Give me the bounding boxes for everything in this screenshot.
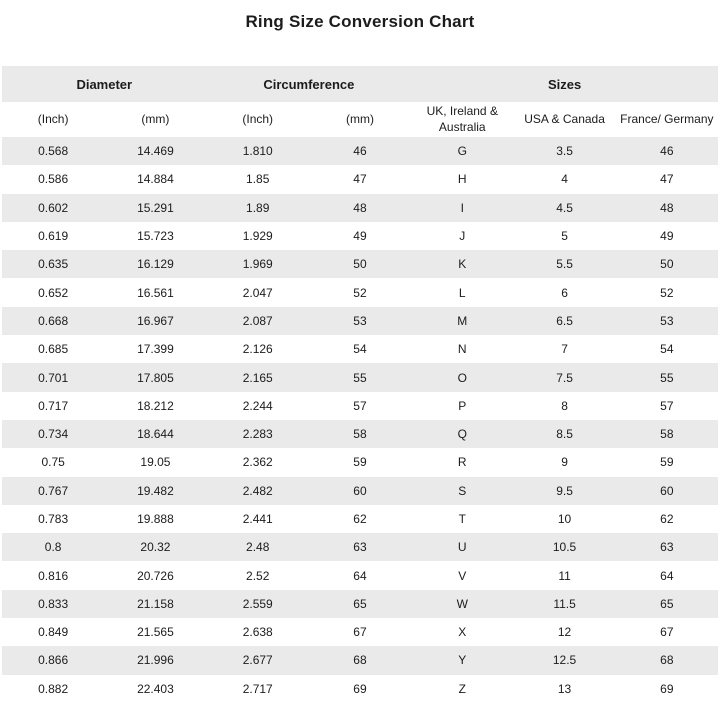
table-cell: 63 <box>616 533 718 561</box>
column-header-diameter-inch: (Inch) <box>2 102 104 137</box>
table-cell: 52 <box>353 285 367 300</box>
table-cell: 64 <box>353 568 367 583</box>
table-cell: 10 <box>557 512 572 526</box>
table-cell: 62 <box>660 512 674 526</box>
table-cell: 6 <box>561 285 568 300</box>
table-cell: 1.810 <box>207 137 309 165</box>
table-cell: W <box>411 590 513 618</box>
table-cell: M <box>411 307 513 335</box>
table-cell: 21.996 <box>104 646 206 674</box>
table-cell: 16.967 <box>104 307 206 335</box>
table-cell: 2.047 <box>242 285 273 300</box>
column-header-france-germany: France/ Germany <box>616 102 718 137</box>
table-cell: 1.89 <box>207 194 309 222</box>
table-cell: 0.783 <box>38 512 69 526</box>
table-cell: 57 <box>660 398 674 413</box>
table-cell: S <box>411 477 513 505</box>
table-body <box>2 137 718 703</box>
group-header-circumference: Circumference <box>207 66 412 102</box>
table-cell: 2.559 <box>207 590 309 618</box>
table-cell: 14.884 <box>137 172 174 187</box>
table-cell: 7 <box>561 342 568 357</box>
column-header-usa-canada: USA & Canada <box>513 102 615 137</box>
table-cell: 19.482 <box>104 477 206 505</box>
table-row <box>2 307 718 335</box>
table-cell: 20.726 <box>137 568 174 583</box>
group-header-sizes: Sizes <box>411 66 718 102</box>
table-cell: 13 <box>557 681 572 696</box>
table-cell: 2.087 <box>207 307 309 335</box>
table-row <box>2 194 718 222</box>
table-cell: 11 <box>558 568 571 583</box>
table-row <box>2 675 718 703</box>
table-cell: 54 <box>660 342 674 357</box>
table-cell: 2.48 <box>207 533 309 561</box>
table-cell: 0.8 <box>2 533 104 561</box>
table-cell: X <box>458 625 467 640</box>
table-cell: 7.5 <box>513 363 615 391</box>
table-cell: V <box>458 568 467 583</box>
table-cell: 0.668 <box>2 307 104 335</box>
table-cell: 1.85 <box>246 172 270 187</box>
table-cell: Z <box>458 681 466 696</box>
table-cell: 0.816 <box>38 568 69 583</box>
table-cell: 15.723 <box>137 229 174 244</box>
table-row <box>2 618 718 646</box>
table-cell: 2.638 <box>242 625 273 640</box>
table-cell: 9 <box>561 455 568 470</box>
table-cell: J <box>459 229 466 244</box>
table-cell: 59 <box>660 455 674 470</box>
table-cell: 65 <box>616 590 718 618</box>
column-header-circumference-mm: (mm) <box>309 102 411 137</box>
table-cell: 5 <box>561 229 568 244</box>
table-cell: 2.362 <box>242 455 273 470</box>
table-cell: 11.5 <box>513 590 615 618</box>
table-cell: P <box>458 398 467 413</box>
table-cell: 68 <box>309 646 411 674</box>
table-cell: 0.75 <box>41 455 65 470</box>
table-row <box>2 448 718 476</box>
table-cell: 4 <box>561 172 568 187</box>
table-cell: 2.126 <box>242 342 273 357</box>
table-cell: 17.805 <box>104 363 206 391</box>
table-row <box>2 335 718 363</box>
column-header-row <box>2 102 718 137</box>
table-cell: G <box>411 137 513 165</box>
table-cell: 65 <box>309 590 411 618</box>
table-cell: 3.5 <box>513 137 615 165</box>
table-cell: 55 <box>616 363 718 391</box>
table-cell: Y <box>411 646 513 674</box>
table-cell: 1.969 <box>207 250 309 278</box>
table-cell: 12.5 <box>513 646 615 674</box>
table-cell: 0.586 <box>38 172 69 187</box>
table-cell: 19.888 <box>137 512 174 526</box>
table-cell: 8.5 <box>513 420 615 448</box>
table-cell: 8 <box>561 398 568 413</box>
table-cell: 0.701 <box>2 363 104 391</box>
table-cell: 59 <box>353 455 367 470</box>
table-cell: 58 <box>309 420 411 448</box>
table-row <box>2 561 718 589</box>
table-cell: 5.5 <box>513 250 615 278</box>
column-header-circumference-inch: (Inch) <box>207 102 309 137</box>
table-cell: 53 <box>616 307 718 335</box>
table-row <box>2 278 718 306</box>
table-cell: 50 <box>616 250 718 278</box>
table-cell: 60 <box>309 477 411 505</box>
table-cell: 0.849 <box>38 625 69 640</box>
table-cell: 2.283 <box>207 420 309 448</box>
table-cell: 2.441 <box>242 512 273 526</box>
table-cell: 64 <box>660 568 674 583</box>
table-cell: 4.5 <box>513 194 615 222</box>
table-cell: 69 <box>353 681 367 696</box>
table-cell: 21.565 <box>137 625 174 640</box>
table-cell: 0.652 <box>38 285 69 300</box>
table-cell: 0.619 <box>38 229 69 244</box>
table-row <box>2 363 718 391</box>
table-cell: 16.129 <box>104 250 206 278</box>
table-cell: 46 <box>309 137 411 165</box>
table-cell: N <box>457 342 467 357</box>
table-cell: 67 <box>353 625 367 640</box>
page-title: Ring Size Conversion Chart <box>245 12 475 31</box>
table-cell: 2.677 <box>207 646 309 674</box>
table-cell: 54 <box>353 342 367 357</box>
table-cell: 0.717 <box>38 398 69 413</box>
table-row <box>2 477 718 505</box>
table-row <box>2 420 718 448</box>
table-cell: 0.685 <box>38 342 69 357</box>
table-cell: 48 <box>616 194 718 222</box>
table-row <box>2 533 718 561</box>
table-cell: H <box>457 172 467 187</box>
table-header <box>2 66 718 137</box>
table-cell: Q <box>411 420 513 448</box>
table-cell: 2.165 <box>207 363 309 391</box>
table-cell: 48 <box>309 194 411 222</box>
table-cell: 2.244 <box>242 398 273 413</box>
table-cell: I <box>411 194 513 222</box>
group-header-diameter: Diameter <box>2 66 207 102</box>
table-cell: 15.291 <box>104 194 206 222</box>
table-cell: U <box>411 533 513 561</box>
table-cell: 52 <box>660 285 674 300</box>
table-cell: 49 <box>353 229 367 244</box>
table-cell: 17.399 <box>137 342 174 357</box>
table-cell: 62 <box>353 512 367 526</box>
table-cell: 2.482 <box>207 477 309 505</box>
group-header-row <box>2 66 718 102</box>
table-cell: R <box>457 455 467 470</box>
table-cell: 20.32 <box>104 533 206 561</box>
table-cell: 57 <box>353 398 367 413</box>
table-cell: 0.734 <box>2 420 104 448</box>
table-cell: 53 <box>309 307 411 335</box>
table-row <box>2 165 718 193</box>
table-cell: 60 <box>616 477 718 505</box>
table-cell: 0.635 <box>2 250 104 278</box>
table-cell: 9.5 <box>513 477 615 505</box>
table-row <box>2 646 718 674</box>
table-row <box>2 137 718 165</box>
table-cell: 46 <box>616 137 718 165</box>
table-cell: 0.882 <box>38 681 69 696</box>
table-cell: 67 <box>660 625 674 640</box>
table-cell: 10.5 <box>513 533 615 561</box>
table-row <box>2 392 718 420</box>
table-cell: 58 <box>616 420 718 448</box>
table-cell: 0.833 <box>2 590 104 618</box>
table-cell: 55 <box>309 363 411 391</box>
table-cell: 19.05 <box>140 455 171 470</box>
column-header-diameter-mm: (mm) <box>104 102 206 137</box>
table-cell: 47 <box>353 172 367 187</box>
table-cell: T <box>458 512 466 526</box>
table-cell: 0.602 <box>2 194 104 222</box>
table-cell: 21.158 <box>104 590 206 618</box>
table-cell: 68 <box>616 646 718 674</box>
column-header-uk-ireland-australia: UK, Ireland & Australia <box>411 102 513 137</box>
ring-size-table <box>2 66 718 703</box>
table-cell: 22.403 <box>137 681 174 696</box>
table-cell: 0.568 <box>2 137 104 165</box>
table-container <box>0 66 720 703</box>
table-cell: 50 <box>309 250 411 278</box>
table-cell: 63 <box>309 533 411 561</box>
table-row <box>2 590 718 618</box>
table-cell: 1.929 <box>242 229 273 244</box>
table-cell: 0.767 <box>2 477 104 505</box>
table-cell: 0.866 <box>2 646 104 674</box>
table-cell: 2.717 <box>242 681 273 696</box>
table-row <box>2 222 718 250</box>
table-cell: 47 <box>660 172 674 187</box>
table-cell: K <box>411 250 513 278</box>
table-row <box>2 250 718 278</box>
table-cell: 69 <box>660 681 674 696</box>
table-cell: 49 <box>660 229 674 244</box>
table-cell: 14.469 <box>104 137 206 165</box>
table-cell: 18.212 <box>137 398 174 413</box>
table-cell: 16.561 <box>137 285 174 300</box>
table-cell: O <box>411 363 513 391</box>
table-row <box>2 505 718 533</box>
table-cell: 6.5 <box>513 307 615 335</box>
table-cell: 18.644 <box>104 420 206 448</box>
table-cell: 12 <box>557 625 572 640</box>
table-cell: 2.52 <box>246 568 270 583</box>
table-cell: L <box>458 285 466 300</box>
